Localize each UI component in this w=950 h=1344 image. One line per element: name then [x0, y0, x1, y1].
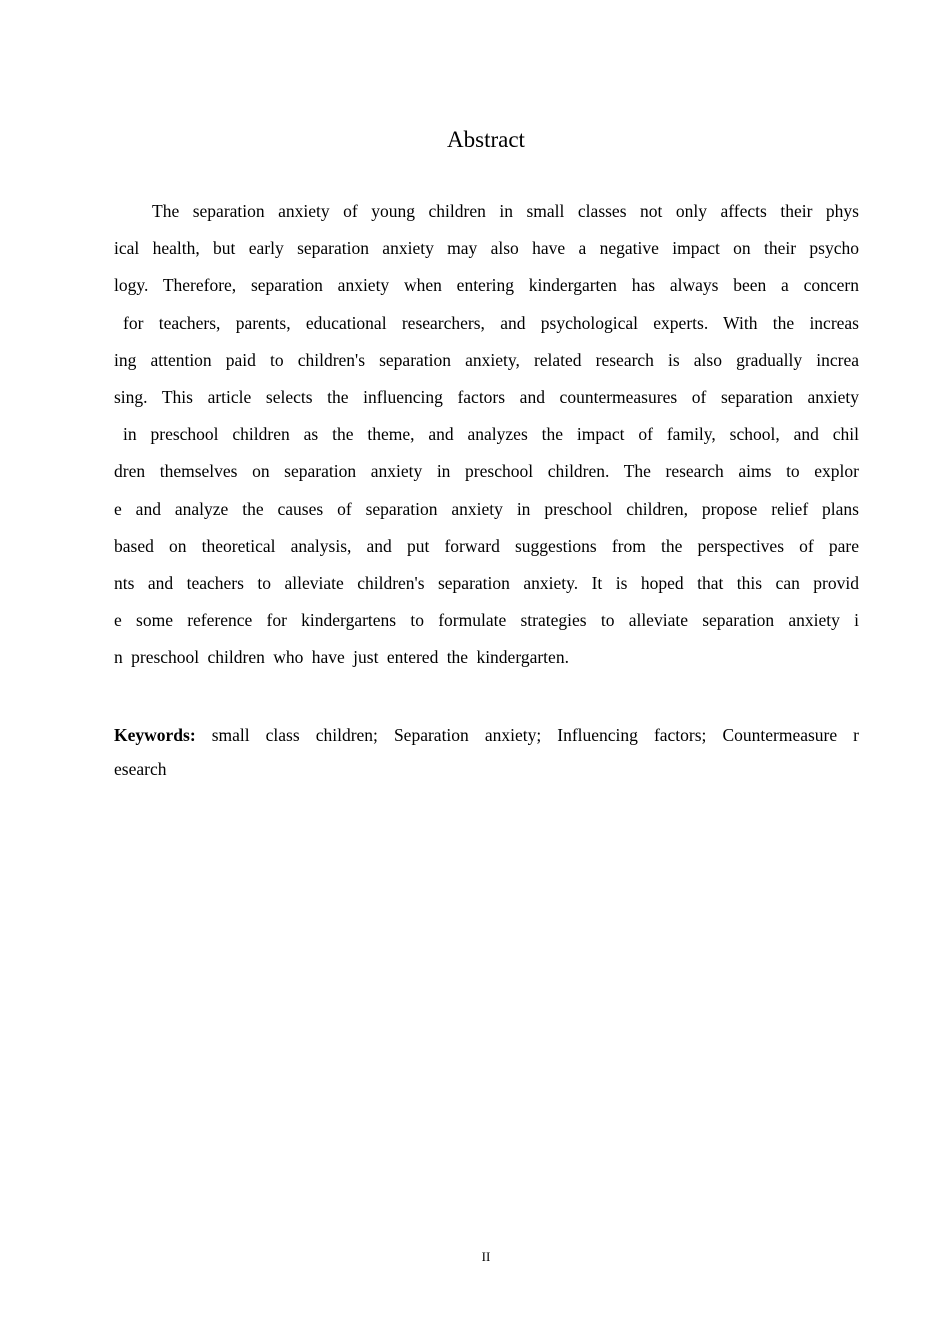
abstract-line: e and analyze the causes of separation anxiety in preschool children, propose relief plans: [114, 498, 859, 519]
abstract-line: logy. Therefore, separation anxiety when entering kindergarten has always been a concern: [114, 275, 859, 296]
abstract-line: nts and teachers to alleviate children's separation anxiety. It is hoped that this can provid: [114, 572, 859, 593]
keywords-section: [114, 722, 859, 790]
abstract-line: The separation anxiety of young children in small classes not only affects their phys: [152, 201, 859, 221]
keywords-label: Keywords:: [114, 725, 196, 745]
abstract-line: based on theoretical analysis, and put forward suggestions from the perspectives of pare: [114, 535, 859, 556]
keywords-line: [114, 722, 859, 756]
abstract-line: in preschool children as the theme, and analyzes the impact of family, school, and chil: [123, 424, 859, 445]
abstract-line: sing. This article selects the influencing factors and countermeasures of separation anxiety: [114, 386, 859, 407]
abstract-line: ing attention paid to children's separation anxiety, related research is also gradually increa: [114, 349, 859, 370]
keywords-text: small class children; Separation anxiety; Influencing factors; Countermeasure r: [211, 725, 860, 745]
abstract-line: ical health, but early separation anxiety may also have a negative impact on their psycho: [114, 238, 859, 259]
abstract-title: Abstract: [447, 127, 525, 152]
abstract-body: [114, 198, 859, 681]
abstract-line: n preschool children who have just entered the kindergarten.: [114, 647, 569, 668]
page-number: II: [481, 1249, 491, 1264]
abstract-line: dren themselves on separation anxiety in preschool children. The research aims to explor: [114, 461, 859, 482]
abstract-line: for teachers, parents, educational researchers, and psychological experts. With the increas: [123, 312, 859, 333]
abstract-line: e some reference for kindergartens to formulate strategies to alleviate separation anxiety i: [114, 610, 859, 631]
keywords-line-2: esearch: [114, 759, 167, 779]
